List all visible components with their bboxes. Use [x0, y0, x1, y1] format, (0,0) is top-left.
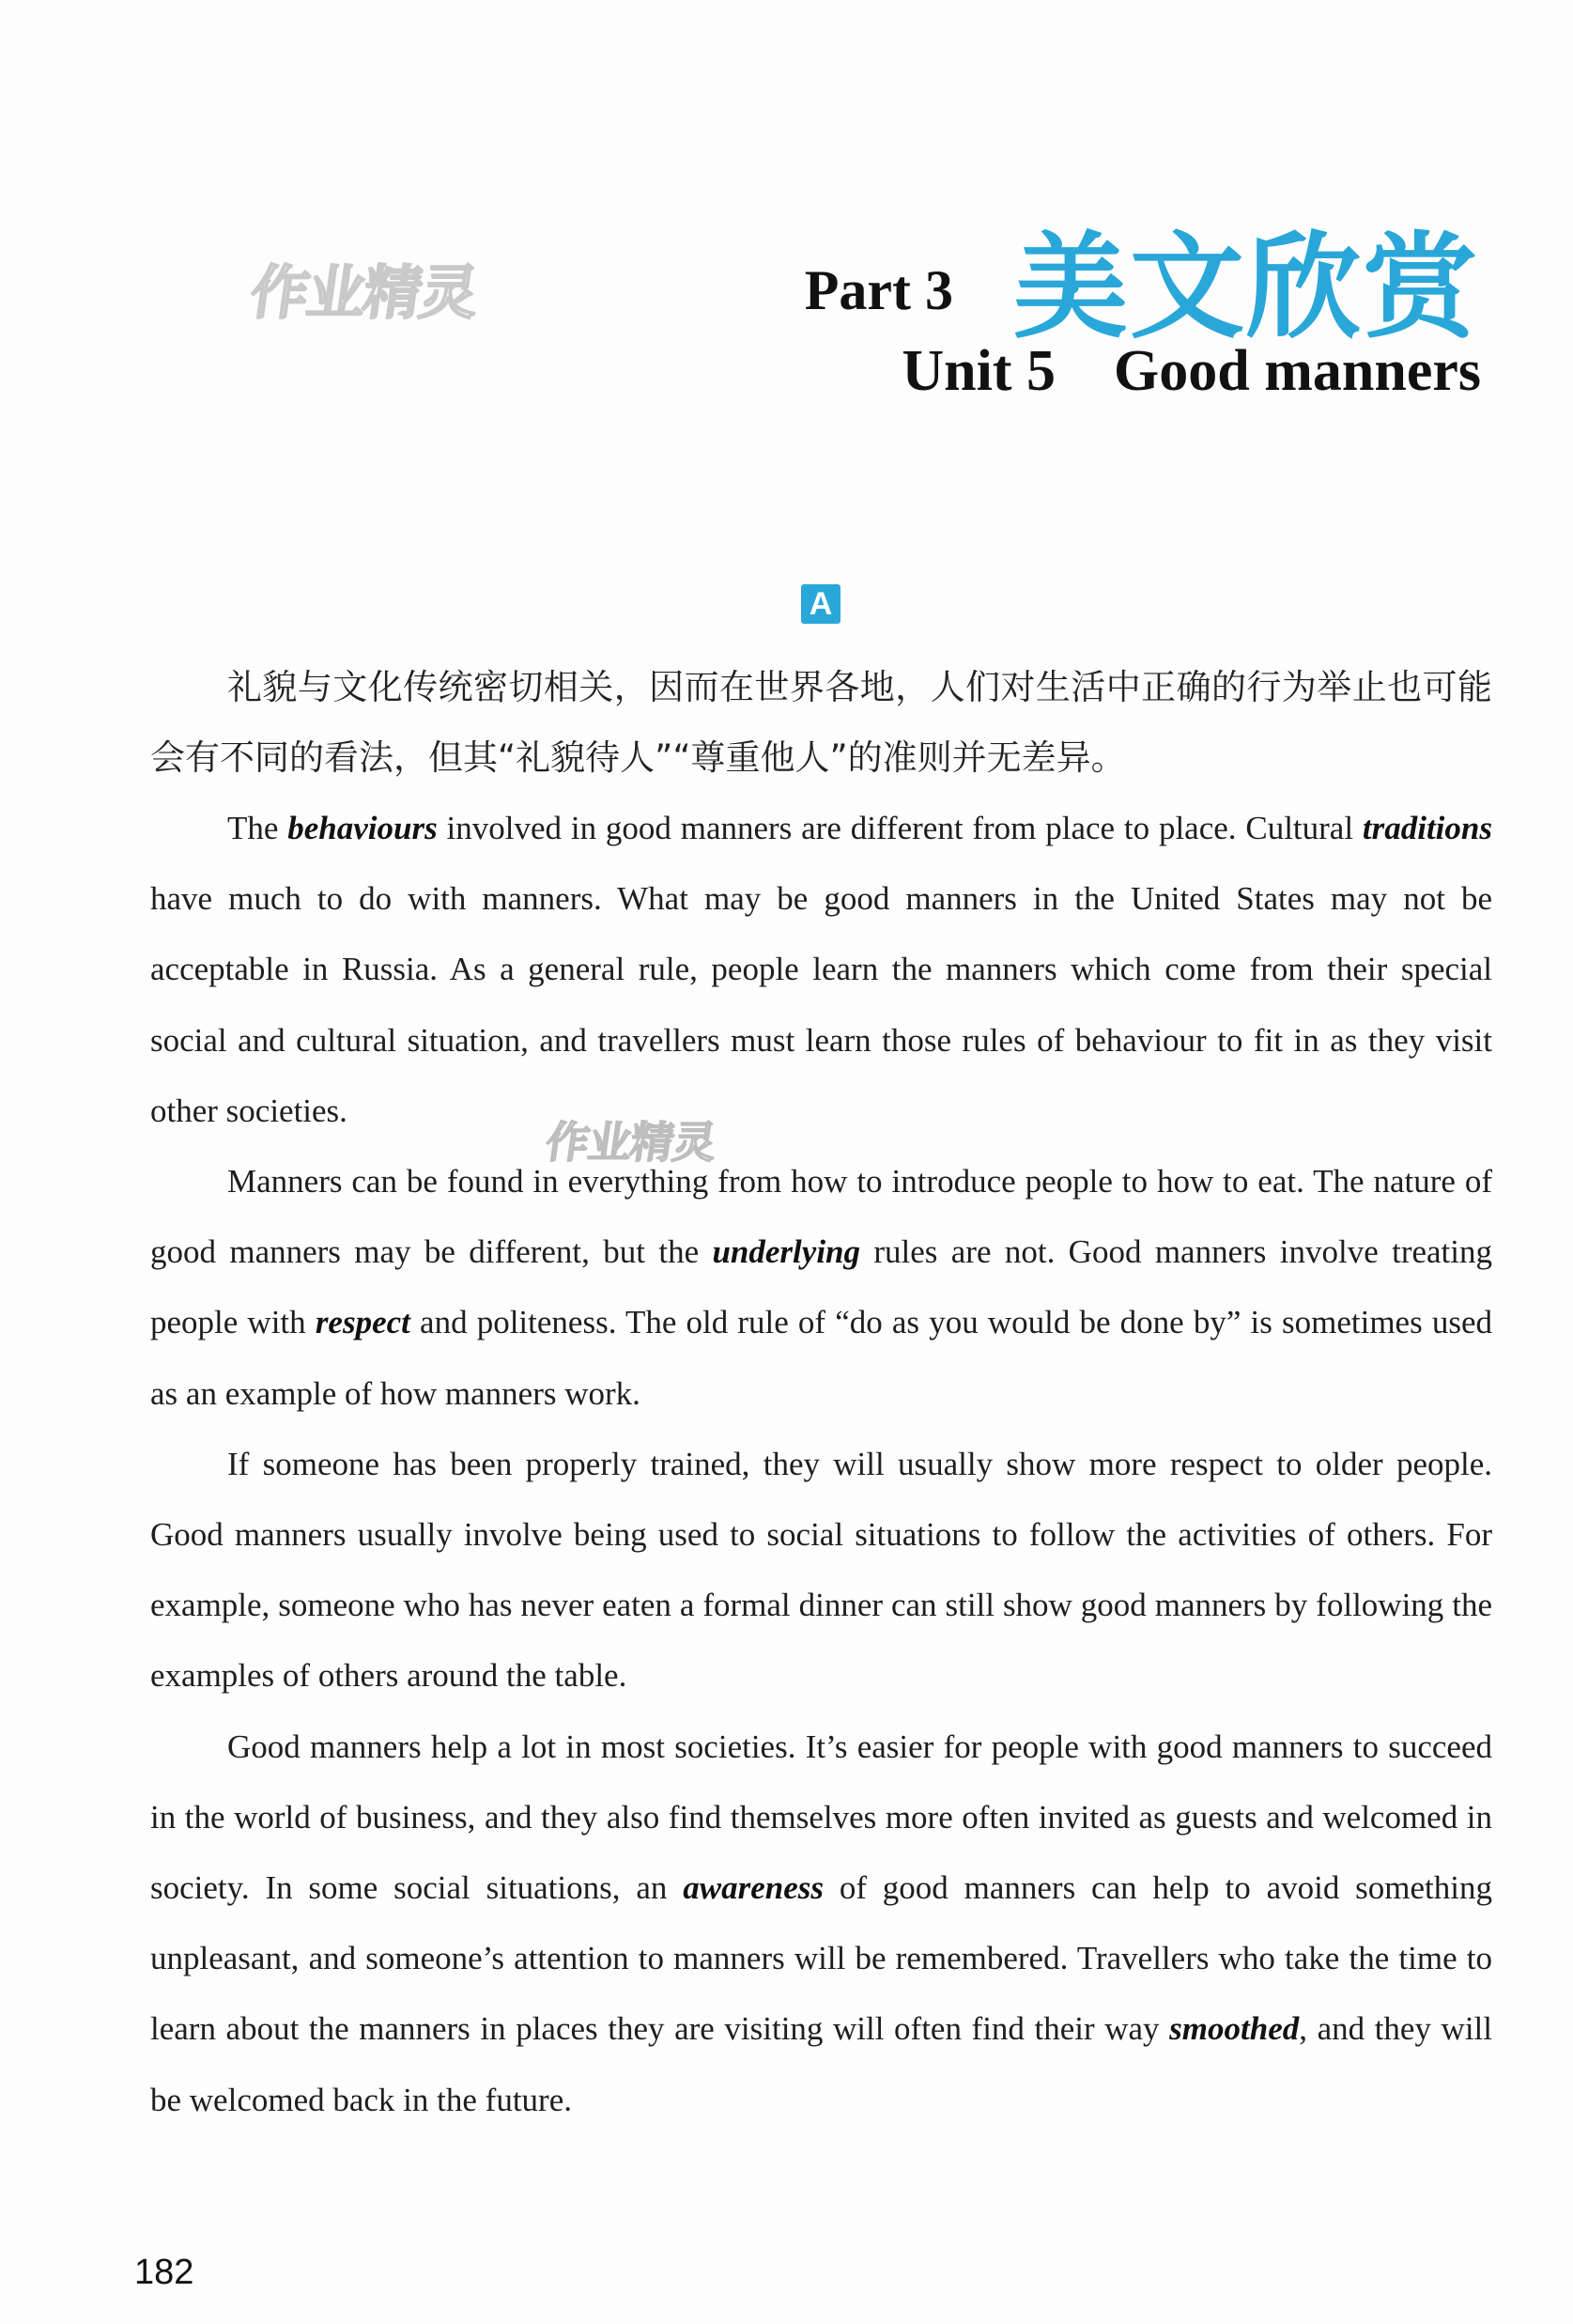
- paragraph-text: and politeness. The old rule of “do as you would be done by” is sometimes used as an example of how manners work.: [150, 1304, 1492, 1412]
- unit-title: Unit 5 Good manners: [902, 339, 1481, 403]
- keyword: respect: [315, 1304, 410, 1341]
- watermark-overlay: 作业精灵: [542, 1117, 719, 1168]
- keyword: underlying: [712, 1233, 861, 1271]
- watermark-logo: 作业精灵: [246, 258, 482, 327]
- paragraph-text: have much to do with manners. What may be good manners in the United States may not be acceptable in Russia. As a general rule, people learn the manners which come from their special social and cultural situation, and travellers must learn those rules of behaviour to fit in as they visit other societies.: [150, 880, 1492, 1129]
- article-body: [150, 652, 1492, 2135]
- intro-chinese: 礼貌与文化传统密切相关，因而在世界各地，人们对生活中正确的行为举止也可能会有不同的看法，但其“礼貌待人”“尊重他人”的准则并无差异。: [150, 667, 1492, 778]
- paragraph-text: If someone has been properly trained, they will usually show more respect to older people. Good manners usually involve being used to social situations to follow the activities of others. For example, someone who has never eaten a formal dinner can still show good manners by following the examples of others around the table.: [150, 1445, 1492, 1695]
- keyword: behaviours: [287, 810, 438, 846]
- page-number: 182: [134, 2253, 194, 2292]
- part-label: Part 3: [804, 259, 953, 321]
- paragraph-text: The: [227, 810, 288, 846]
- paragraph-text: Good manners help a lot in most societies. It’s easier for people with good manners to succeed in the world of business, and they also find themselves more often invited as guests and welcomed in society. In some social situations, an: [150, 1728, 1492, 1907]
- paragraph-1: [150, 793, 1492, 1146]
- part-header: [805, 195, 1479, 360]
- paragraph-text: , and they will be welcomed back in the future.: [150, 2010, 1492, 2118]
- paragraph-3: [150, 1429, 1492, 1712]
- paragraph-text: Manners can be found in everything from how to introduce people to how to eat. The nature of good manners may be different, but the: [150, 1163, 1492, 1271]
- paragraph-2: [150, 1146, 1492, 1429]
- part-title: 美文欣赏: [1013, 221, 1479, 354]
- keyword: smoothed: [1169, 2010, 1300, 2048]
- keyword: awareness: [683, 1869, 824, 1907]
- paragraph-text: rules are not. Good manners involve treating people with: [150, 1233, 1492, 1341]
- keyword: traditions: [1362, 810, 1492, 846]
- section-badge: A: [801, 584, 840, 624]
- paragraph-text: of good manners can help to avoid something unpleasant, and someone’s attention to manners will be remembered. Travellers who take the time to learn about the manners in places they are visiting will often find their way: [150, 1869, 1492, 2048]
- paragraph-text: involved in good manners are different from place to place. Cultural: [437, 810, 1363, 846]
- paragraph-4: [150, 1712, 1492, 2135]
